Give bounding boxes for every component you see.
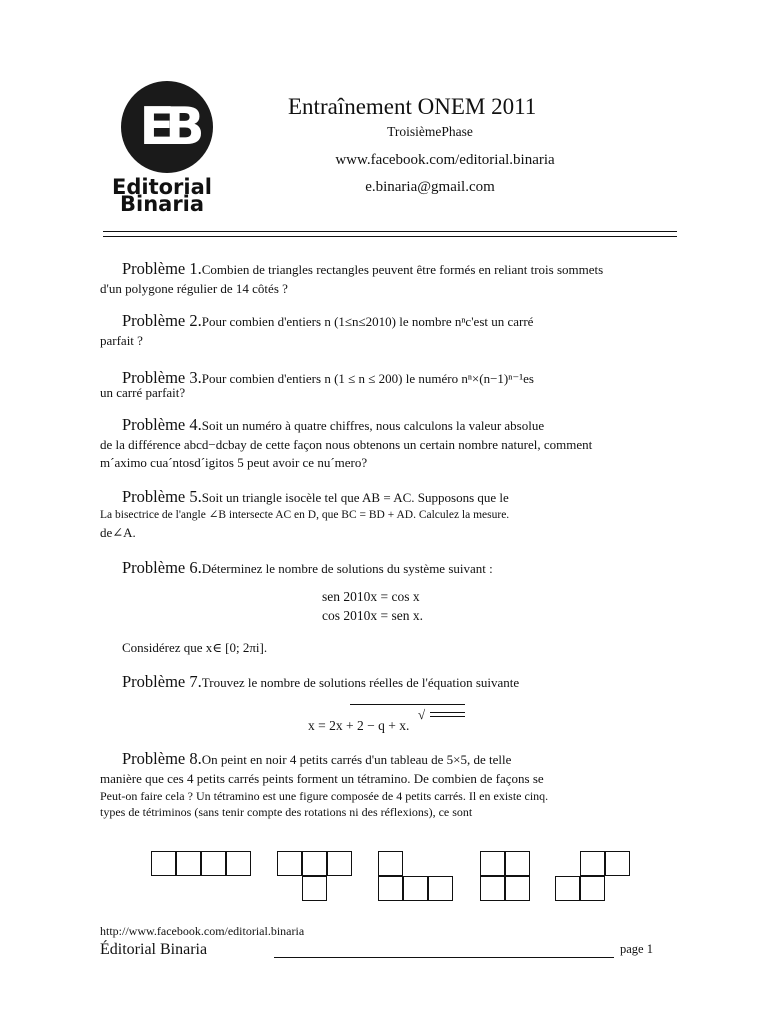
- email-link[interactable]: e.binaria@gmail.com: [365, 179, 495, 195]
- problem-2-line-1: Pour combien d'entiers n (1≤n≤2010) le nombre nⁿc'est un carré: [201, 314, 534, 329]
- problem-4-label: Problème 4.: [122, 415, 202, 434]
- problem-7: [100, 671, 519, 693]
- facebook-link[interactable]: www.facebook.com/editorial.binaria: [335, 152, 555, 168]
- problem-2-label: Problème 2.: [122, 311, 202, 330]
- problem-7-label: Problème 7.: [122, 672, 202, 691]
- problem-1-line-2: d'un polygone régulier de 14 côtés ?: [100, 281, 288, 297]
- header-rule-bottom: [103, 236, 677, 237]
- brand-line-1: Editorial: [112, 175, 212, 199]
- problem-1-line-1: Combien de triangles rectangles peuvent être formés en reliant trois sommets: [201, 262, 604, 277]
- problem-6: [100, 557, 493, 579]
- problem-3: [100, 367, 534, 402]
- problem-4-line-2: de la différence abcd−dcbay de cette façon nous obtenons un certain nombre naturel, comment: [100, 437, 593, 453]
- problem-6-line-1: Déterminez le nombre de solutions du système suivant :: [201, 561, 493, 576]
- radical-bar-top: [350, 704, 465, 705]
- logo-icon: EB: [139, 97, 195, 157]
- problem-5-label: Problème 5.: [122, 487, 202, 506]
- problem-8-line-1: On peint en noir 4 petits carrés d'un tableau de 5×5, de telle: [201, 752, 512, 767]
- radical-bar-mid: [430, 712, 465, 713]
- problem-3-line-1: Pour combien d'entiers n (1 ≤ n ≤ 200) le numéro nⁿ×(n−1)ⁿ⁻¹es: [201, 371, 534, 386]
- footer-rule: [274, 957, 614, 958]
- footer-editorial: Éditorial Binaria: [100, 941, 208, 958]
- problem-6-note: Considérez que x∈ [0; 2πi].: [122, 640, 268, 655]
- problem-3-label: Problème 3.: [122, 368, 202, 387]
- problem-4-line-1: Soit un numéro à quatre chiffres, nous calculons la valeur absolue: [201, 418, 545, 433]
- problem-2-line-2: parfait ?: [100, 333, 143, 349]
- brand-line-2: Binaria: [120, 192, 205, 216]
- problem-1: [100, 258, 603, 298]
- problem-8: [100, 748, 548, 820]
- problem-1-label: Problème 1.: [122, 259, 202, 278]
- radical-sign-icon: √: [418, 707, 426, 722]
- page-title: Entraînement ONEM 2011: [288, 94, 537, 119]
- problem-5-line-1: Soit un triangle isocèle tel que AB = AC. Supposons que le: [201, 490, 509, 505]
- page-number: page 1: [620, 942, 653, 956]
- problem-4-line-3: m´aximo cua´ntosd´igitos 5 peut avoir ce nu´mero?: [100, 454, 368, 470]
- problem-8-label: Problème 8.: [122, 749, 202, 768]
- problem-7-equation: x = 2x + 2 − q + x.: [308, 718, 410, 733]
- problem-5-line-2: La bisectrice de l'angle ∠B intersecte AC en D, que BC = BD + AD. Calculez la mesure.: [100, 509, 510, 522]
- radical-bar-low: [430, 716, 465, 717]
- problem-4: [100, 414, 592, 471]
- problem-5-line-3: de∠A.: [100, 524, 136, 540]
- problem-3-line-2: un carré parfait?: [100, 385, 186, 401]
- problem-8-line-3: Peut-on faire cela ? Un tétramino est une figure composée de 4 petits carrés. Il en existe cinq.: [100, 788, 549, 803]
- problem-7-line-1: Trouvez le nombre de solutions réelles de l'équation suivante: [201, 675, 520, 690]
- problem-6-label: Problème 6.: [122, 558, 202, 577]
- problem-6-equation-1: sen 2010x = cos x: [322, 589, 420, 604]
- subtitle: TroisièmePhase: [387, 124, 473, 139]
- problem-5: [100, 486, 509, 541]
- footer-url[interactable]: http://www.facebook.com/editorial.binaria: [100, 924, 305, 938]
- header-rule-top: [103, 231, 677, 232]
- problem-8-line-4: types de tétriminos (sans tenir compte des rotations ni des réflexions), ce sont: [100, 805, 473, 819]
- problem-6-equation-2: cos 2010x = sen x.: [322, 608, 423, 623]
- problem-8-line-2: manière que ces 4 petits carrés peints forment un tétramino. De combien de façons se: [100, 771, 544, 787]
- problem-2: [100, 310, 533, 350]
